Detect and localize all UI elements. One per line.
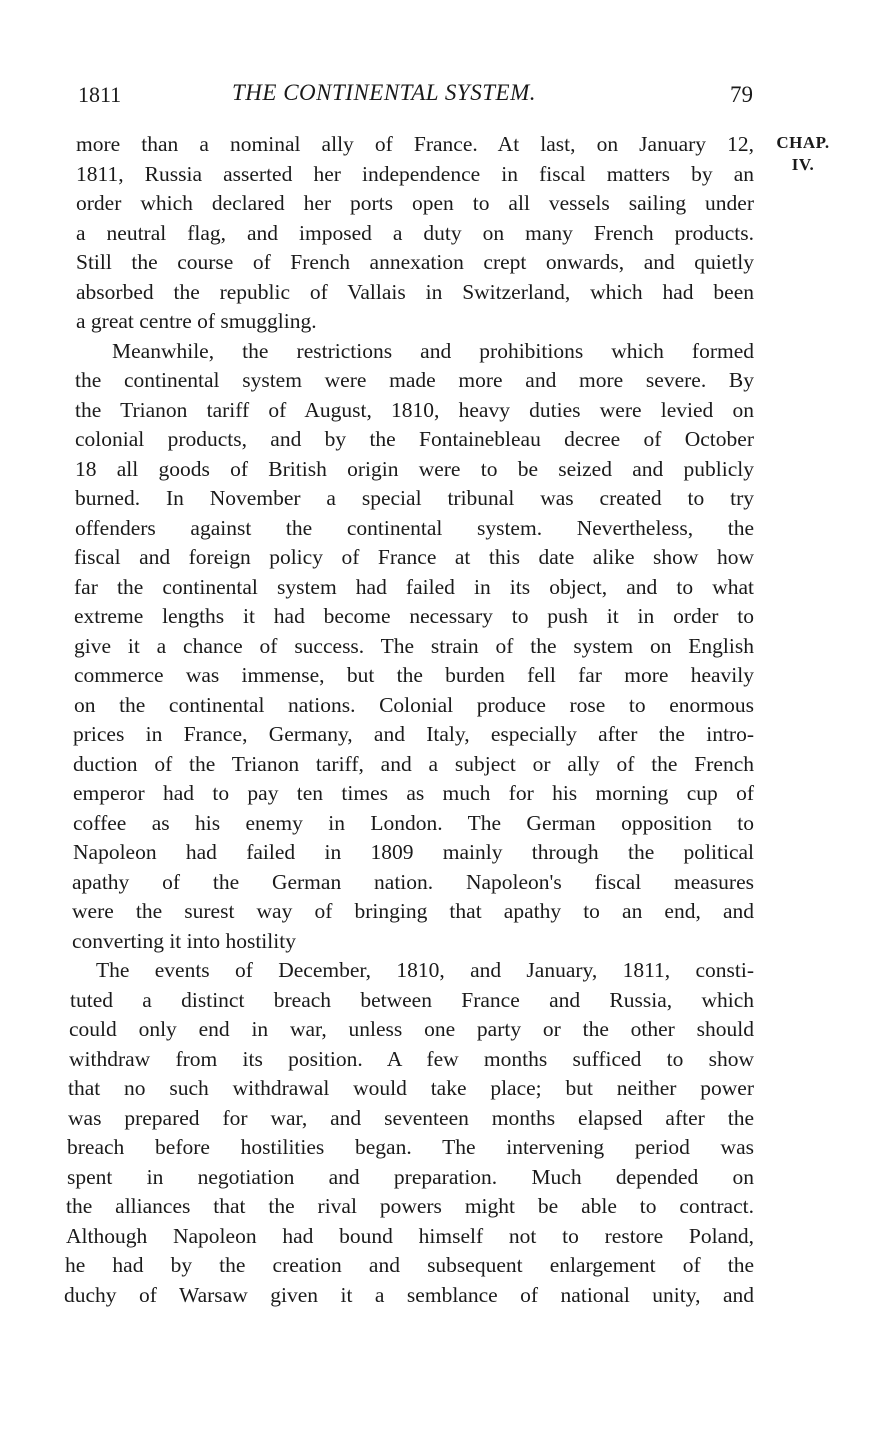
- text-line: withdraw from its position. A few months sufficed to show: [69, 1046, 754, 1071]
- running-head-title: THE CONTINENTAL SYSTEM.: [232, 80, 536, 105]
- running-head-year: 1811: [78, 82, 122, 107]
- text-line: colonial products, and by the Fontainebleau decree of October: [75, 427, 754, 451]
- text-line: was prepared for war, and seventeen months elapsed after the: [68, 1105, 754, 1130]
- paragraph-start-line: The events of December, 1810, and January, 1811, consti-: [96, 958, 754, 982]
- text-line: Although Napoleon had bound himself not to restore Poland,: [66, 1223, 754, 1248]
- text-line: he had by the creation and subsequent enlargement of the: [65, 1253, 754, 1277]
- text-line: emperor had to pay ten times as much for his morning cup of: [73, 781, 754, 805]
- text-line: absorbed the republic of Vallais in Switzerland, which had been: [76, 279, 754, 304]
- chapter-label: CHAP.: [776, 133, 830, 152]
- text-line: more than a nominal ally of France. At last, on January 12,: [76, 132, 754, 156]
- text-line: that no such withdrawal would take place; but neither power: [68, 1076, 754, 1100]
- text-line: converting it into hostility: [72, 928, 296, 953]
- chapter-margin-note: [770, 132, 836, 176]
- chapter-number: IV.: [791, 155, 815, 174]
- text-line: the alliances that the rival powers might be able to contract.: [66, 1194, 754, 1218]
- text-line: order which declared her ports open to all vessels sailing under: [76, 191, 754, 215]
- text-line: 18 all goods of British origin were to be seized and publicly: [75, 456, 754, 481]
- text-line: extreme lengths it had become necessary to push it in order to: [74, 604, 754, 628]
- text-line: breach before hostilities began. The intervening period was: [67, 1135, 754, 1159]
- text-line: were the surest way of bringing that apathy to an end, and: [72, 899, 754, 923]
- text-line: commerce was immense, but the burden fell far more heavily: [74, 663, 754, 687]
- page-number: 79: [730, 82, 753, 107]
- text-line: the Trianon tariff of August, 1810, heavy duties were levied on: [75, 397, 754, 422]
- text-line: far the continental system had failed in its object, and to what: [74, 574, 754, 599]
- text-line: a neutral flag, and imposed a duty on many French products.: [76, 220, 754, 245]
- text-line: duchy of Warsaw given it a semblance of national unity, and: [64, 1282, 754, 1307]
- text-line: apathy of the German nation. Napoleon's fiscal measures: [72, 869, 754, 894]
- text-line: Still the course of French annexation crept onwards, and quietly: [76, 250, 754, 274]
- body-text: [64, 130, 754, 1310]
- running-head: [78, 80, 758, 114]
- text-line: coffee as his enemy in London. The German opposition to: [73, 810, 754, 835]
- text-line: duction of the Trianon tariff, and a subject or ally of the French: [73, 751, 754, 776]
- text-line: could only end in war, unless one party or the other should: [69, 1017, 754, 1041]
- text-line: spent in negotiation and preparation. Much depended on: [67, 1164, 754, 1189]
- text-line: a great centre of smuggling.: [76, 309, 317, 333]
- paragraph-start-line: Meanwhile, the restrictions and prohibitions which formed: [112, 338, 754, 363]
- text-line: Napoleon had failed in 1809 mainly through the political: [73, 840, 754, 864]
- text-line: 1811, Russia asserted her independence in fiscal matters by an: [76, 161, 754, 186]
- text-line: the continental system were made more and more severe. By: [75, 368, 754, 392]
- text-line: on the continental nations. Colonial produce rose to enormous: [74, 692, 754, 717]
- text-line: fiscal and foreign policy of France at this date alike show how: [74, 545, 754, 569]
- text-line: tuted a distinct breach between France and Russia, which: [70, 987, 754, 1012]
- text-line: give it a chance of success. The strain of the system on English: [74, 633, 754, 658]
- text-line: burned. In November a special tribunal was created to try: [75, 486, 754, 510]
- text-line: offenders against the continental system. Nevertheless, the: [75, 515, 754, 540]
- text-line: prices in France, Germany, and Italy, especially after the intro-: [73, 722, 754, 746]
